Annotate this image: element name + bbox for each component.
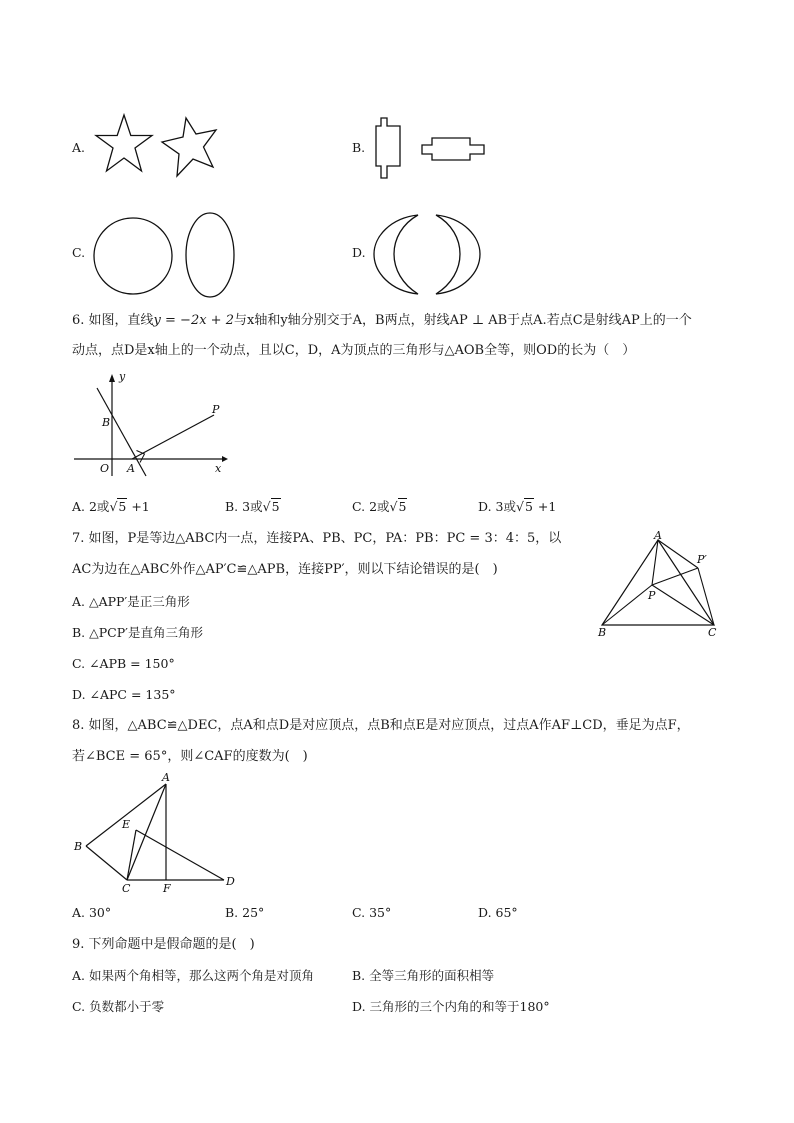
horizontal-cross-shape-icon	[420, 134, 488, 164]
label-b: B	[74, 840, 83, 853]
option-text: 3或	[242, 499, 263, 514]
option-text: 3或	[495, 499, 516, 514]
question-7-option-a: A. △APP′是正三角形	[72, 594, 190, 609]
segment-ec	[127, 830, 136, 880]
right-crescent-icon	[428, 212, 484, 296]
segment-bc	[86, 846, 127, 880]
question-6-option-b	[225, 499, 281, 515]
question-7-figure	[594, 530, 728, 642]
option-label: B.	[225, 499, 243, 514]
label-b: B	[102, 416, 111, 429]
option-label: D.	[478, 499, 496, 514]
label-b: B	[598, 626, 607, 639]
radicand: 5	[271, 499, 280, 514]
question-8-option-b: B. 25°	[225, 905, 265, 920]
option-label: B.	[352, 140, 366, 155]
question-7-option-b: B. △PCP′是直角三角形	[72, 625, 203, 640]
sqrt-icon: √	[262, 499, 271, 514]
label-a: A	[127, 462, 135, 475]
question-9-option-d: D. 三角形的三个内角的和等于180°	[352, 999, 550, 1014]
option-label: C.	[72, 245, 86, 260]
radicand: 5	[118, 499, 127, 514]
question-8-option-a: A. 30°	[72, 905, 112, 920]
label-y: y	[119, 370, 126, 383]
vertical-cross-shape-icon	[374, 116, 404, 182]
segment-pb	[602, 585, 652, 625]
label-a: A	[654, 529, 662, 542]
y-axis-arrow	[109, 374, 115, 382]
question-8-figure	[72, 770, 242, 894]
question-8-stem-line-2: 若∠BCE = 65°，则∠CAF的度数为( )	[72, 749, 308, 764]
question-7-stem-line-2: AC为边在△ABC外作△AP′C≌△APB，连接PP′，则以下结论错误的是( )	[72, 562, 498, 577]
question-6-option-c	[352, 499, 407, 515]
question-7-option-d: D. ∠APC = 135°	[72, 687, 176, 702]
question-8-option-c: C. 35°	[352, 905, 392, 920]
stem-text: 6. 如图，直线	[72, 313, 154, 328]
label-c: C	[708, 626, 717, 639]
sqrt-icon: √	[389, 499, 398, 514]
label-a: A	[162, 771, 170, 784]
question-7-stem-line-1: 7. 如图，P是等边△ABC内一点，连接PA、PB、PC，PA：PB：PC = 3：4：5，以	[72, 531, 562, 546]
question-9-stem: 9. 下列命题中是假命题的是( )	[72, 937, 255, 952]
radicand: 5	[398, 499, 407, 514]
option-label: A.	[72, 140, 86, 155]
option-text: 2或	[88, 499, 110, 514]
stem-text: 与x轴和y轴分别交于A，B两点，射线AP ⊥ AB于点A.若点C是射线AP上的一个	[233, 313, 692, 328]
option-text: +1	[127, 499, 150, 514]
label-p: P	[648, 589, 656, 602]
question-6-option-d	[478, 499, 556, 515]
rotated-star-icon	[160, 114, 226, 180]
ray-ap	[132, 415, 214, 459]
left-crescent-icon	[372, 212, 428, 296]
segment-ed	[136, 830, 224, 880]
question-9-option-c: C. 负数都小于零	[72, 999, 165, 1014]
question-7-option-c: C. ∠APB = 150°	[72, 656, 175, 671]
label-f: F	[163, 882, 171, 895]
segment-pp1	[652, 568, 698, 585]
ellipse-icon	[182, 210, 238, 300]
x-axis-arrow	[222, 456, 228, 462]
circle-icon	[90, 214, 176, 298]
option-text: 2或	[369, 499, 390, 514]
option-text: +1	[533, 499, 557, 514]
label-p: P	[212, 403, 220, 416]
question-6-stem-line-2: 动点，点D是x轴上的一个动点，且以C，D，A为顶点的三角形与△AOB全等，则OD的长为（ ）	[72, 343, 636, 358]
question-8-option-d: D. 65°	[478, 905, 518, 920]
segment-ap1	[658, 540, 698, 568]
sqrt-icon: √	[515, 499, 524, 514]
radicand: 5	[524, 499, 533, 514]
star-icon	[92, 113, 156, 175]
sqrt-icon: √	[109, 499, 118, 514]
label-p-prime: P′	[697, 553, 707, 566]
label-x: x	[215, 462, 222, 475]
label-d: D	[226, 875, 235, 888]
option-label: A.	[72, 499, 89, 514]
question-9-option-a: A. 如果两个角相等，那么这两个角是对顶角	[72, 968, 314, 983]
question-6-stem-line-1	[72, 313, 692, 329]
question-6-figure	[72, 368, 232, 480]
question-9-option-b: B. 全等三角形的面积相等	[352, 968, 495, 983]
question-6-option-a	[72, 499, 150, 515]
option-label: C.	[352, 499, 370, 514]
question-8-stem-line-1: 8. 如图，△ABC≌△DEC，点A和点D是对应顶点，点B和点E是对应顶点，过点A作AF⊥CD，垂足为点F，	[72, 718, 690, 733]
label-o: O	[100, 462, 110, 475]
equation: y = −2x + 2	[153, 313, 234, 328]
option-label: D.	[352, 245, 366, 260]
label-e: E	[122, 818, 131, 831]
label-c: C	[122, 882, 131, 895]
